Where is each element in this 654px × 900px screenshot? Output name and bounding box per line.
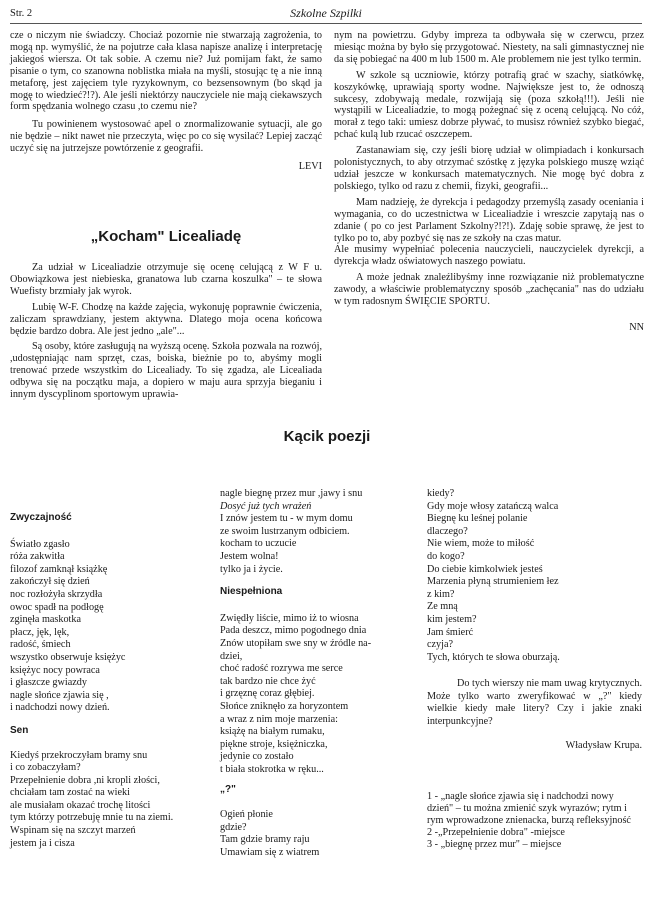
poem-line: zginęła maskotka	[10, 614, 82, 626]
poem-line: i co zobaczyłam?	[10, 762, 81, 774]
poem-line: kiedy?	[427, 488, 455, 499]
poem-line: kocham to uczucie	[220, 538, 297, 550]
paragraph: Są osoby, które zasługują na wyższą ocenę. Szkoła pozwala na rozwój, ,udostępniając nam sprzęt, czas, boiska, bieżnie po to, abyśmy mogli trenować przede wszystkim do Licealiady. To się zgadza, ale Licealiada odbywa się na początku maja, a dopiero w maju aura sprzyja bieganiu i innym dyscyplinom sportowym uprawia-	[10, 341, 322, 401]
poem-line: piękne stroje, księżniczka,	[220, 738, 328, 750]
poem-line: Umawiam się z wiatrem	[220, 846, 320, 858]
poem-line: płacz, jęk, lęk,	[10, 626, 70, 638]
poem-line: Gdy moje włosy zatańczą walca	[427, 500, 559, 512]
poem-line: Marzenia płyną strumieniem łez	[427, 576, 559, 588]
poem-line: kim jestem?	[427, 613, 477, 625]
poem-line: ale musiałam okazać trochę litości	[10, 799, 151, 811]
page-number: Str. 2	[10, 8, 33, 19]
poem-line: róża zakwitła	[10, 551, 65, 563]
poem-line: Znów utopiłam swe sny w źródle na-	[220, 637, 372, 649]
author-signature: LEVI	[298, 161, 322, 173]
poem-line: czyja?	[427, 639, 454, 651]
poem-line: zakończył się dzień	[10, 576, 90, 588]
poem-line: choć radość rozrywa me serce	[220, 663, 343, 675]
footnote: 3 - „biegnę przez mur" – miejsce	[427, 838, 562, 850]
paragraph: nym na powietrzu. Gdyby impreza ta odbywała się w czerwcu, przez miesiąc można by było się przygotować. Niestety, na sali gimnastycznej nie da się pobiegać na 400 m lub 1500 m. Ale problemem nie jest tylko termin.	[334, 30, 644, 65]
poem-title: Sen	[10, 724, 29, 736]
poem-line: Zwiędły liście, mimo iż to wiosna	[220, 612, 359, 624]
poem-line: ze swoim lustrzanym odbiciem.	[220, 525, 350, 537]
poem-line: nagle słońce zjawia się ,	[10, 689, 109, 701]
poem-line: Kiedyś przekroczyłam bramy snu	[10, 749, 148, 761]
poem-line: i grzęznę coraz głębiej.	[220, 688, 315, 700]
poem-line: jestem ja i cisza	[10, 837, 75, 849]
poem-line: nagle biegnę przez mur ,jawy i snu	[220, 488, 363, 499]
poem-line: gdzie?	[220, 821, 247, 833]
poem-line: noc rozłożyła skrzydła	[10, 588, 103, 600]
article-title: „Kocham" Licealiadę	[90, 228, 242, 245]
poem-line: wszystko obserwuje księżyc	[10, 651, 126, 663]
poem-line: t biała stokrotka w ręku...	[220, 763, 324, 775]
poem-line: Nie wiem, może to miłość	[427, 538, 535, 550]
poem-line: Ze mną	[427, 601, 458, 613]
paragraph: Lubię W-F. Chodzę na każde zajęcia, wykonuję poprawnie ćwiczenia, zaliczam sprawdziany, jestem aktywna. Dlatego moja ocena końcowa będzie bardzo dobra. Ale jest jedno „ale"...	[10, 301, 322, 337]
page-header	[10, 6, 642, 22]
poem-line: i nadchodzi nowy dzień.	[10, 702, 110, 714]
left-column-top	[10, 30, 322, 173]
poem-title: Niespełniona	[220, 586, 283, 598]
poem-line: I znów jestem tu - w mym domu	[220, 513, 353, 525]
paragraph: cze o niczym nie świadczy. Chociaż pozornie nie stwarzają zagrożenia, to mogą np. wymyślić, że na pojutrze cała klasa napisze analizę i interpretację jakiegoś wiersza. Ot tak sobie. A czemu nie? Już pomijam fakt, że samo pisanie o tym, co szanowna noblistka miała na myśli, stosując tę a nie inną metaforę, jest zajęciem tyle ryzykownym, co bezsensownym (bo skąd ja mogę to wiedzieć?!?). Ale jeśli niektórzy nauczyciele nie mają ciekawszych form spędzania wolnego czasu ,to czemu nie?	[10, 30, 322, 113]
poem-line: tak bardzo nie chce żyć	[220, 675, 316, 687]
comment-author: Władysław Krupa.	[565, 739, 642, 751]
poem-column-1	[10, 512, 210, 850]
poem-line: Jestem wolna!	[220, 550, 279, 562]
poem-line: Biegnę ku leśnej polanie	[427, 513, 528, 525]
poem-line: Słońce zniknęło za horyzontem	[220, 700, 349, 712]
author-signature: NN	[629, 321, 644, 333]
poem-line: tylko ja i życie.	[220, 563, 283, 575]
poem-column-3	[427, 488, 642, 851]
editor-comment: Do tych wierszy nie mam uwag krytycznych. Może tylko warto zweryfikować w „?" kiedy wielkie kiedy małe litery? Czy i jakie znaki interpunkcyjne?	[427, 678, 642, 727]
poem-line: do kogo?	[427, 550, 465, 562]
poetry-section-title: Kącik poezji	[283, 428, 371, 445]
poem-line: Tam gdzie bramy raju	[220, 834, 310, 846]
poem-line: tym którzy potrzebuję mnie tu na ziemi.	[10, 812, 174, 824]
poem-line: i głaszcze gwiazdy	[10, 677, 87, 689]
poem-line: owoc spadł na podłogę	[10, 601, 104, 613]
poem-line: książę na białym rumaku,	[220, 726, 325, 738]
paragraph: Ale musimy wypełniać polecenia nauczycieli, nauczycielek dyrekcji, a dyrekcja władz oświatowych naszego powiatu.	[334, 244, 644, 268]
paragraph: Zastanawiam się, czy jeśli biorę udział w olimpiadach i konkursach polonistycznych, to aby otrzymać szóstkę z języka polskiego muszę wziąć udział jeszcze w konkursach matematycznych. Nie mogę być dobra z polskiego, tylko od razu z chemii, fizyki, geografii...	[334, 145, 644, 192]
article-body-col1	[10, 262, 322, 401]
paragraph: A może jednak znaleźlibyśmy inne rozwiązanie niż problematyczne zawody, a właściwie problematyczny sposób „zachęcania" nas do udziału w tym radosnym ŚWIĘCIE SPORTU.	[334, 272, 644, 308]
poem-line: Dosyć już tych wrażeń	[220, 500, 312, 512]
paragraph: Za udział w Licealiadzie otrzymuje się ocenę celującą z W F u. Obowiązkowa jest niebieska, granatowa lub czarna koszulka" – te słowa Wuefisty brzmiały jak wyrok.	[10, 262, 322, 297]
article-body-col2	[334, 30, 644, 334]
poem-line: jedynie co zostało	[220, 751, 294, 763]
paragraph: W szkole są uczniowie, którzy potrafią grać w szachy, siatkówkę, koszykówkę, uprawiają sporty wodne. Największe jest to, że odnoszą sukcesy, zdobywają medale, rozwijają się (poza szkołą!!!). Jeśli nie wystąpili w Licealiadzie, to mogą pożegnać się z oceną celującą. No cóż, morał z tego taki: umiesz dobrze pływać, to musisz również szybko biegać, pchać kulą lub rzucać oszczepem.	[334, 69, 644, 141]
poem-line: radość, śmiech	[10, 639, 71, 651]
poem-line: Światło zgasło	[10, 538, 70, 550]
poem-line: Przepełnienie dobra ,ni kropli złości,	[10, 774, 160, 786]
poem-line: księżyc nocy powraca	[10, 664, 100, 676]
poem-title: Zwyczajność	[10, 512, 72, 523]
poem-line: Pada deszcz, mimo pogodnego dnia	[220, 625, 367, 637]
paragraph: Tu powinienem wystosować apel o znormalizowanie sytuacji, ale go nie będzie – nikt nawet nie przeczyta, więc po co się wysilać? Lepiej zacząć uczyć się na jutrzejsze powtórzenie z geografii.	[10, 119, 322, 155]
poem-line: z kim?	[427, 588, 455, 600]
poem-line: Wspinam się na szczyt marzeń	[10, 825, 136, 837]
poem-line: Tych, których te słowa oburzają.	[427, 651, 560, 663]
poem-line: dziei,	[220, 650, 243, 662]
footnote: 2 -„Przepełnienie dobra" -miejsce	[427, 826, 565, 838]
poem-line: dlaczego?	[427, 525, 468, 537]
paragraph: Mam nadzieję, że dyrekcja i pedagodzy przemyślą zasady oceniania i wymagania, co do uczestnictwa w Licealiadzie i wreszcie zapytają nas o zdanie ( po co jest Parlament Szkolny?!?!). Zdaję sobie sprawę, że jest to tylko po to, aby pozbyć się nas ze szkoły na czas matur.	[334, 196, 644, 244]
poem-line: chciałam tam zostać na wieki	[10, 787, 130, 799]
poem-line: filozof zamknął książkę	[10, 563, 108, 575]
poem-line: Jam śmierć	[427, 626, 474, 638]
header-rule	[10, 23, 642, 24]
poem-line: Ogień płonie	[220, 809, 273, 821]
footnote: 1 - „nagle słońce zjawia się i nadchodzi nowy dzień" – tu można zmienić szyk wyrazów; rytm i rym wprowadzone znienacka, burzą refleksyjność	[427, 790, 631, 826]
poem-line: a wraz z nim moje marzenia:	[220, 713, 338, 725]
poem-line: Do ciebie kimkolwiek jesteś	[427, 563, 543, 575]
poem-column-2	[220, 488, 420, 859]
magazine-title: Szkolne Szpilki	[290, 6, 362, 20]
poem-title: „?"	[220, 784, 236, 796]
